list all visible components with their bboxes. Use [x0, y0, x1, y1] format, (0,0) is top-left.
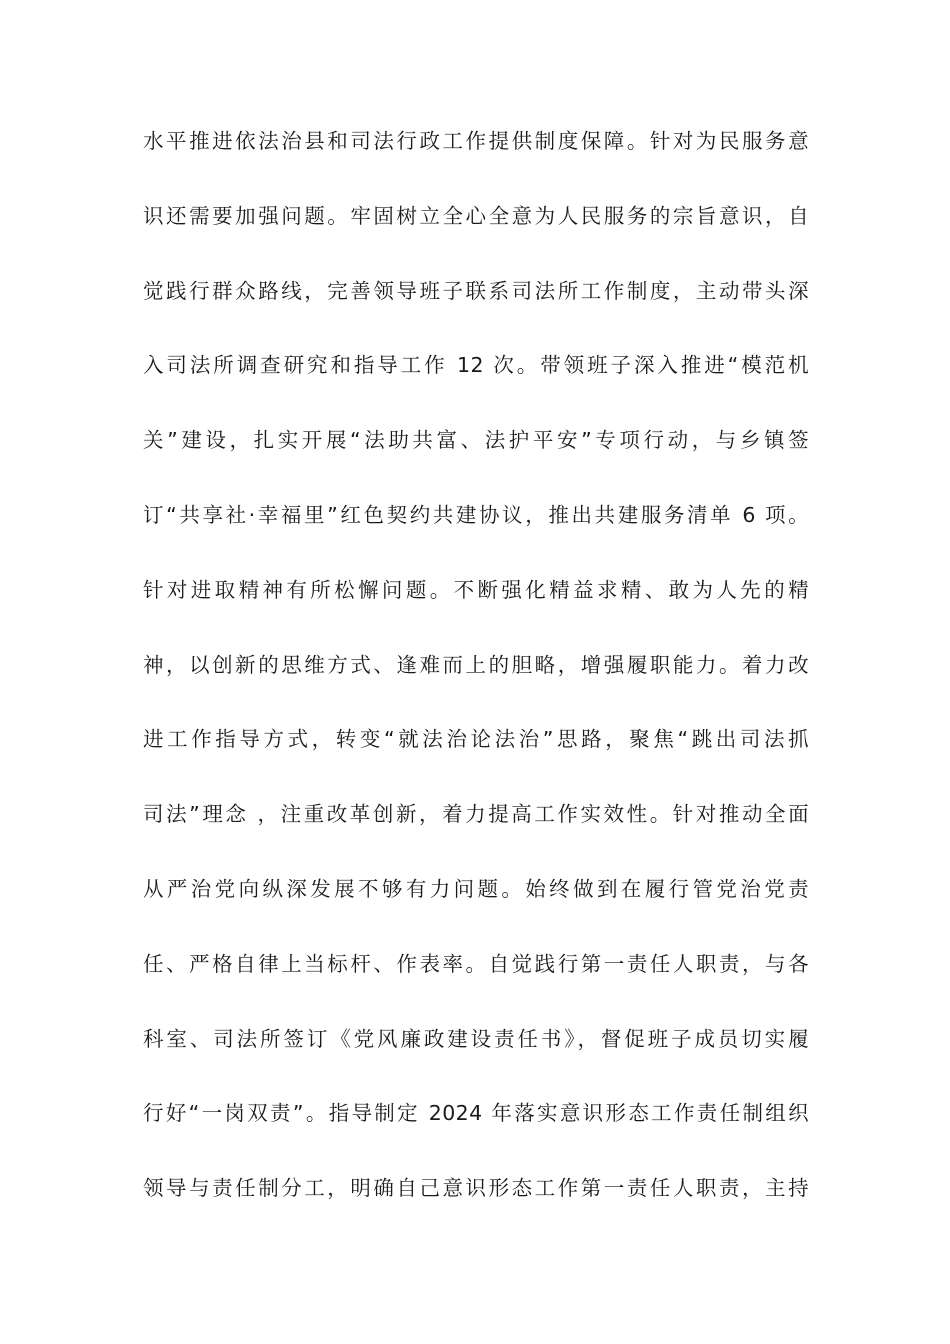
text-line: 科室、司法所签订《党风廉政建设责任书》，督促班子成员切实履: [143, 1026, 809, 1051]
text-line: 司法”理念 ，注重改革创新，着力提高工作实效性。针对推动全面: [143, 802, 809, 827]
text-line: 从严治党向纵深发展不够有力问题。始终做到在履行管党治党责: [143, 876, 809, 901]
text-line: 关”建设，扎实开展“法助共富、法护平安”专项行动，与乡镇签: [143, 428, 809, 453]
text-line: 进工作指导方式，转变“就法治论法治”思路，聚焦“跳出司法抓: [143, 727, 809, 752]
text-line: 任、严格自律上当标杆、作表率。自觉践行第一责任人职责，与各: [143, 951, 809, 976]
text-line: 针对进取精神有所松懈问题。不断强化精益求精、敢为人先的精: [143, 577, 809, 602]
text-line: 神，以创新的思维方式、逢难而上的胆略，增强履职能力。着力改: [143, 652, 809, 677]
body-text: [143, 118, 809, 1240]
text-line: 水平推进依法治县和司法行政工作提供制度保障。针对为民服务意: [143, 129, 809, 153]
text-line: 领导与责任制分工，明确自己意识形态工作第一责任人职责，主持: [143, 1176, 809, 1201]
text-line: 行好“一岗双责”。指导制定 2024 年落实意识形态工作责任制组织: [143, 1101, 809, 1126]
text-line: 觉践行群众路线，完善领导班子联系司法所工作制度，主动带头深: [143, 278, 809, 303]
text-line: 识还需要加强问题。牢固树立全心全意为人民服务的宗旨意识，自: [143, 203, 809, 228]
text-line: 入司法所调查研究和指导工作 12 次。带领班子深入推进“模范机: [143, 353, 809, 378]
text-line: 订“共享社·幸福里”红色契约共建协议，推出共建服务清单 6 项。: [143, 502, 809, 527]
